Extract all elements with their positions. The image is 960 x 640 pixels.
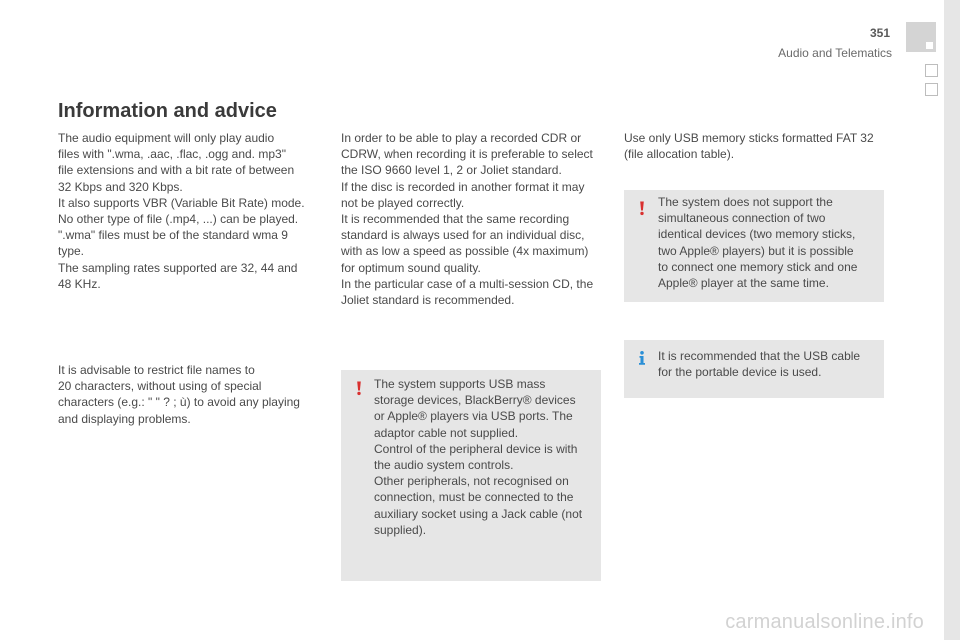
text-line: standard is always used for an individual disc,: [341, 228, 585, 243]
section-title: Audio and Telematics: [778, 46, 892, 60]
page-marker: [925, 64, 938, 77]
simultaneous-connection-warning-text: [658, 194, 880, 291]
usb-cable-info-text: [658, 348, 880, 380]
text-line: the ISO 9660 level 1, 2 or Joliet standard.: [341, 163, 562, 178]
audio-formats-paragraph: [58, 130, 316, 292]
text-line: or Apple® players via USB ports. The: [374, 409, 573, 424]
page-number: 351: [869, 26, 890, 40]
text-line: CDRW, when recording it is preferable to select: [341, 147, 593, 162]
simultaneous-connection-warning-box: [624, 190, 884, 302]
text-line: Apple® player at the same time.: [658, 276, 829, 291]
text-line: It is advisable to restrict file names to: [58, 363, 255, 377]
text-line: the audio system controls.: [374, 458, 514, 473]
watermark: carmanualsonline.info: [725, 611, 924, 633]
text-line: for optimum sound quality.: [341, 260, 481, 275]
text-line: two Apple® players) but it is possible: [658, 243, 854, 258]
side-tab: [944, 0, 960, 640]
usb-cable-info-box: [624, 340, 884, 398]
usb-support-warning-box: [341, 370, 601, 581]
file-names-paragraph: [58, 362, 316, 427]
text-line: It also supports VBR (Variable Bit Rate) mode.: [58, 195, 305, 210]
text-line: not be played correctly.: [341, 195, 465, 210]
text-line: to connect one memory stick and one: [658, 259, 858, 274]
page-marker: [925, 83, 938, 96]
text-line: auxiliary socket using a Jack cable (not: [374, 506, 583, 521]
text-line: Use only USB memory sticks formatted FAT 32: [624, 131, 874, 145]
text-line: with as low a speed as possible (4x maximum): [341, 244, 589, 259]
exclamation-warning-icon: [351, 380, 367, 396]
text-line: type.: [58, 244, 85, 259]
text-line: simultaneous connection of two: [658, 211, 826, 226]
info-icon: [634, 350, 650, 366]
text-line: The system does not support the: [658, 195, 833, 209]
text-line: Other peripherals, not recognised on: [374, 474, 569, 489]
text-line: connection, must be connected to the: [374, 490, 574, 505]
page-heading: Information and advice: [58, 100, 277, 122]
text-line: identical devices (two memory sticks,: [658, 227, 856, 242]
usb-format-paragraph: [624, 130, 890, 162]
text-line: Control of the peripheral device is with: [374, 441, 578, 456]
text-line: It is recommended that the USB cable: [658, 349, 861, 363]
text-line: In the particular case of a multi-session CD, the: [341, 276, 594, 291]
text-line: ".wma" files must be of the standard wma 9: [58, 228, 288, 243]
text-line: The system supports USB mass: [374, 377, 546, 391]
text-line: (file allocation table).: [624, 147, 735, 162]
usb-support-warning-text: [374, 376, 598, 538]
text-line: If the disc is recorded in another format it may: [341, 179, 585, 194]
current-page-marker: [906, 22, 936, 52]
exclamation-warning-icon: [634, 200, 650, 216]
text-line: supplied).: [374, 522, 427, 537]
text-line: for the portable device is used.: [658, 365, 822, 380]
text-line: 32 Kbps and 320 Kbps.: [58, 179, 183, 194]
text-line: adaptor cable not supplied.: [374, 425, 519, 440]
text-line: and displaying problems.: [58, 411, 191, 426]
text-line: 20 characters, without using of special: [58, 379, 262, 394]
text-line: Joliet standard is recommended.: [341, 293, 515, 308]
text-line: In order to be able to play a recorded CDR or: [341, 131, 582, 145]
text-line: The audio equipment will only play audio: [58, 131, 275, 145]
cd-recording-paragraph: [341, 130, 607, 308]
text-line: storage devices, BlackBerry® devices: [374, 393, 576, 408]
text-line: characters (e.g.: " " ? ; ù) to avoid any playing: [58, 395, 300, 410]
text-line: No other type of file (.mp4, ...) can be played.: [58, 212, 299, 227]
text-line: 48 KHz.: [58, 276, 101, 291]
text-line: The sampling rates supported are 32, 44 and: [58, 260, 298, 275]
text-line: It is recommended that the same recording: [341, 212, 570, 227]
text-line: files with ".wma, .aac, .flac, .ogg and. mp3": [58, 147, 286, 162]
text-line: file extensions and with a bit rate of between: [58, 163, 295, 178]
